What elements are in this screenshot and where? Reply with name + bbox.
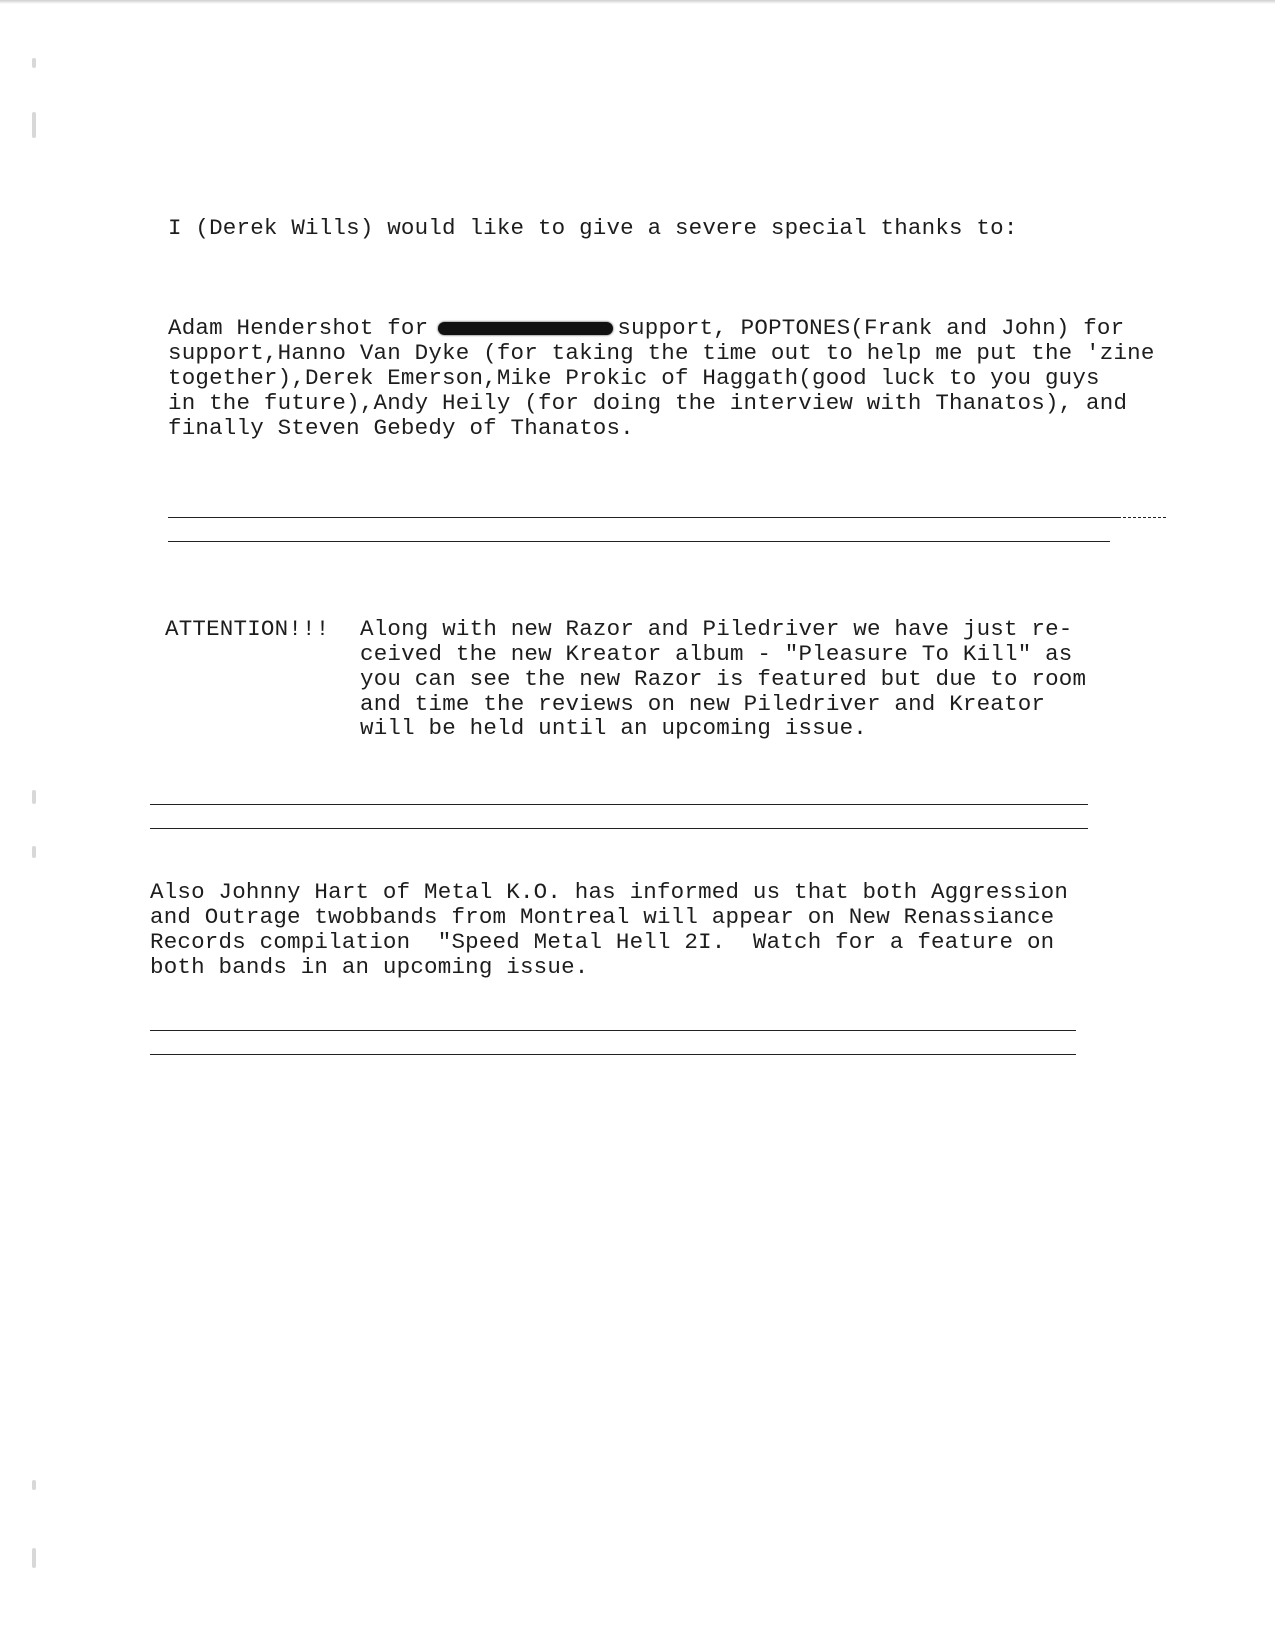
- also-line: Records compilation "Speed Metal Hell 2I. Watch for a feature on: [150, 929, 1055, 955]
- divider-rule: [168, 541, 1110, 542]
- thanks-line-2: support,Hanno Van Dyke (for taking the time out to help me put the 'zine: [168, 340, 1155, 366]
- attention-line: Along with new Razor and Piledriver we have just re-: [360, 616, 1073, 642]
- margin-mark: [32, 846, 36, 858]
- thanks-line-3: together),Derek Emerson,Mike Prokic of Haggath(good luck to you guys: [168, 365, 1100, 391]
- divider-rule: [150, 1030, 1076, 1031]
- thanks-line-5: finally Steven Gebedy of Thanatos.: [168, 415, 634, 441]
- also-line: and Outrage twobbands from Montreal will appear on New Renassiance: [150, 904, 1055, 930]
- margin-mark: [32, 1548, 36, 1568]
- redaction-mark: [438, 322, 613, 335]
- margin-mark: [32, 790, 36, 804]
- attention-line: will be held until an upcoming issue.: [360, 715, 867, 741]
- divider-rule-tail: [1118, 517, 1166, 518]
- thanks-line-4: in the future),Andy Heily (for doing the interview with Thanatos), and: [168, 390, 1128, 416]
- attention-line: you can see the new Razor is featured but due to room: [360, 666, 1087, 692]
- thanks-line-1-after: support, POPTONES(Frank and John) for: [617, 315, 1125, 341]
- divider-rule: [168, 517, 1118, 518]
- margin-mark: [32, 112, 36, 138]
- also-line: both bands in an upcoming issue.: [150, 954, 589, 980]
- divider-rule: [150, 1054, 1076, 1055]
- thanks-heading: I (Derek Wills) would like to give a severe special thanks to:: [168, 215, 1018, 241]
- page-top-edge: [0, 0, 1275, 4]
- thanks-line-1-before: Adam Hendershot for: [168, 315, 429, 341]
- attention-label: ATTENTION!!!: [165, 616, 330, 642]
- also-line: Also Johnny Hart of Metal K.O. has informed us that both Aggression: [150, 879, 1069, 905]
- attention-line: and time the reviews on new Piledriver and Kreator: [360, 691, 1046, 717]
- thanks-line-1: [168, 316, 1124, 341]
- margin-mark: [32, 1480, 36, 1490]
- attention-line: ceived the new Kreator album - "Pleasure To Kill" as: [360, 641, 1073, 667]
- divider-rule: [150, 804, 1088, 805]
- margin-mark: [32, 58, 36, 68]
- divider-rule: [150, 828, 1088, 829]
